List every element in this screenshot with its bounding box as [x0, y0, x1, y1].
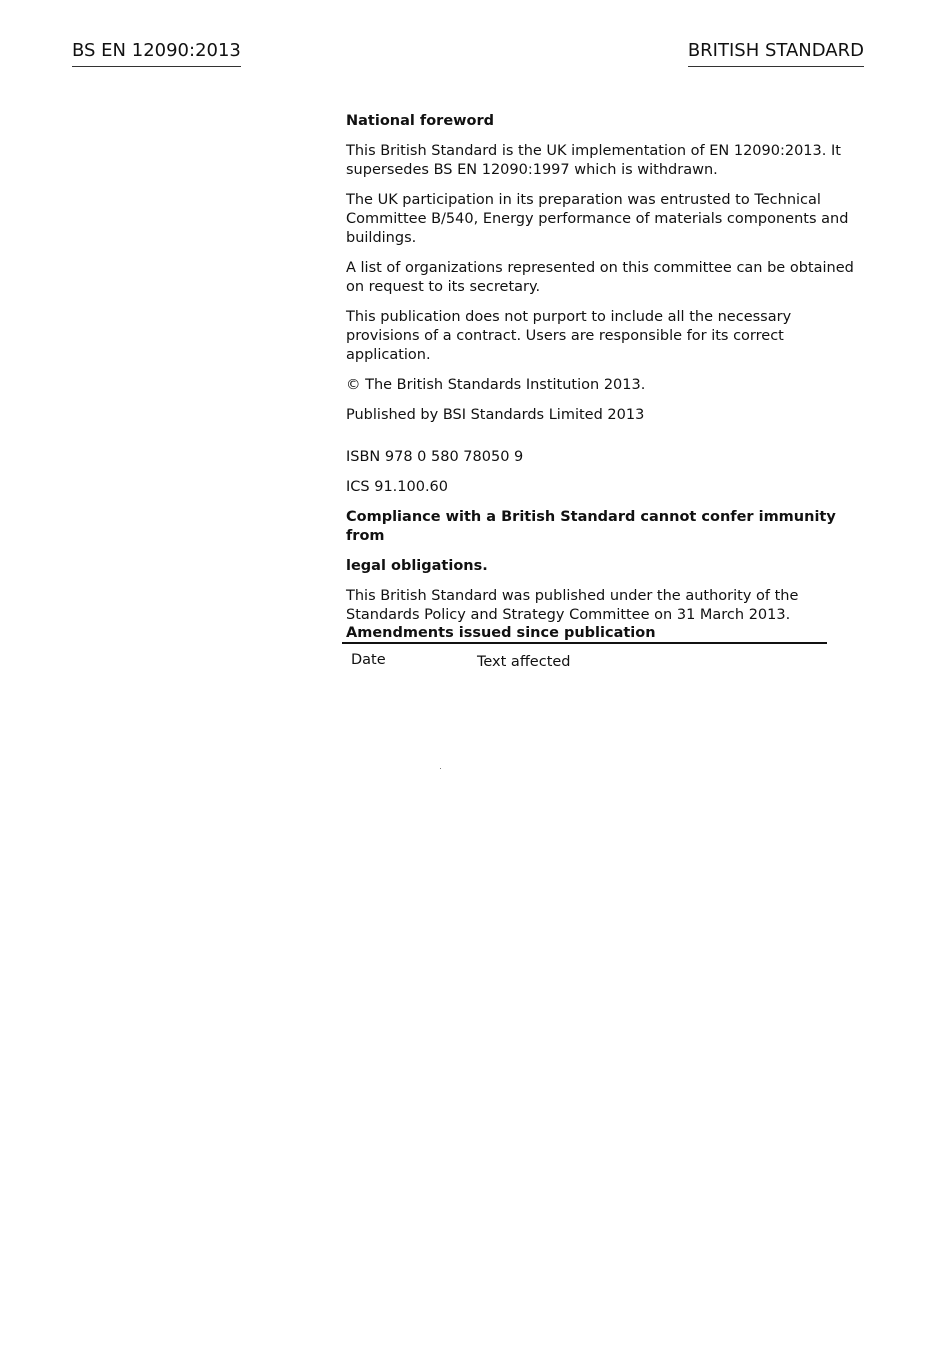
copyright-notice: © The British Standards Institution 2013.: [346, 377, 646, 393]
isbn: ISBN 978 0 580 78050 9: [346, 449, 524, 465]
foreword-heading: National foreword: [346, 113, 495, 129]
amendments-title: Amendments issued since publication: [342, 624, 827, 644]
foreword-paragraph-organizations: A list of organizations represented on this committee can be obtained on request to its secretary.: [346, 260, 854, 295]
foreword-paragraph-disclaimer: This publication does not purport to include all the necessary provisions of a contract. Users are responsible for its correct application.: [346, 309, 792, 363]
amendments-column-text-affected: Text affected: [477, 654, 571, 670]
compliance-statement-line-2: legal obligations.: [346, 558, 488, 574]
ics-code: ICS 91.100.60: [346, 479, 449, 495]
foreword-paragraph-committee: The UK participation in its preparation was entrusted to Technical Committee B/540, Energy performance of materials components and buildings.: [346, 192, 849, 246]
spacer: [346, 436, 866, 448]
foreword-paragraph-implementation: This British Standard is the UK implementation of EN 12090:2013. It supersedes BS EN 12090:1997 which is withdrawn.: [346, 143, 841, 178]
amendments-column-date: Date: [351, 652, 386, 668]
authority-statement: This British Standard was published under the authority of the Standards Policy and Strategy Committee on 31 March 2013.: [346, 588, 799, 623]
national-foreword-section: [346, 112, 866, 636]
header-document-type: BRITISH STANDARD: [688, 39, 864, 67]
stray-mark: [440, 768, 441, 769]
publisher-notice: Published by BSI Standards Limited 2013: [346, 407, 645, 423]
amendments-table: [342, 624, 827, 670]
header-standard-number: BS EN 12090:2013: [72, 39, 241, 67]
compliance-statement-line-1: Compliance with a British Standard cannot confer immunity from: [346, 509, 836, 544]
amendments-header-row: [342, 644, 827, 670]
